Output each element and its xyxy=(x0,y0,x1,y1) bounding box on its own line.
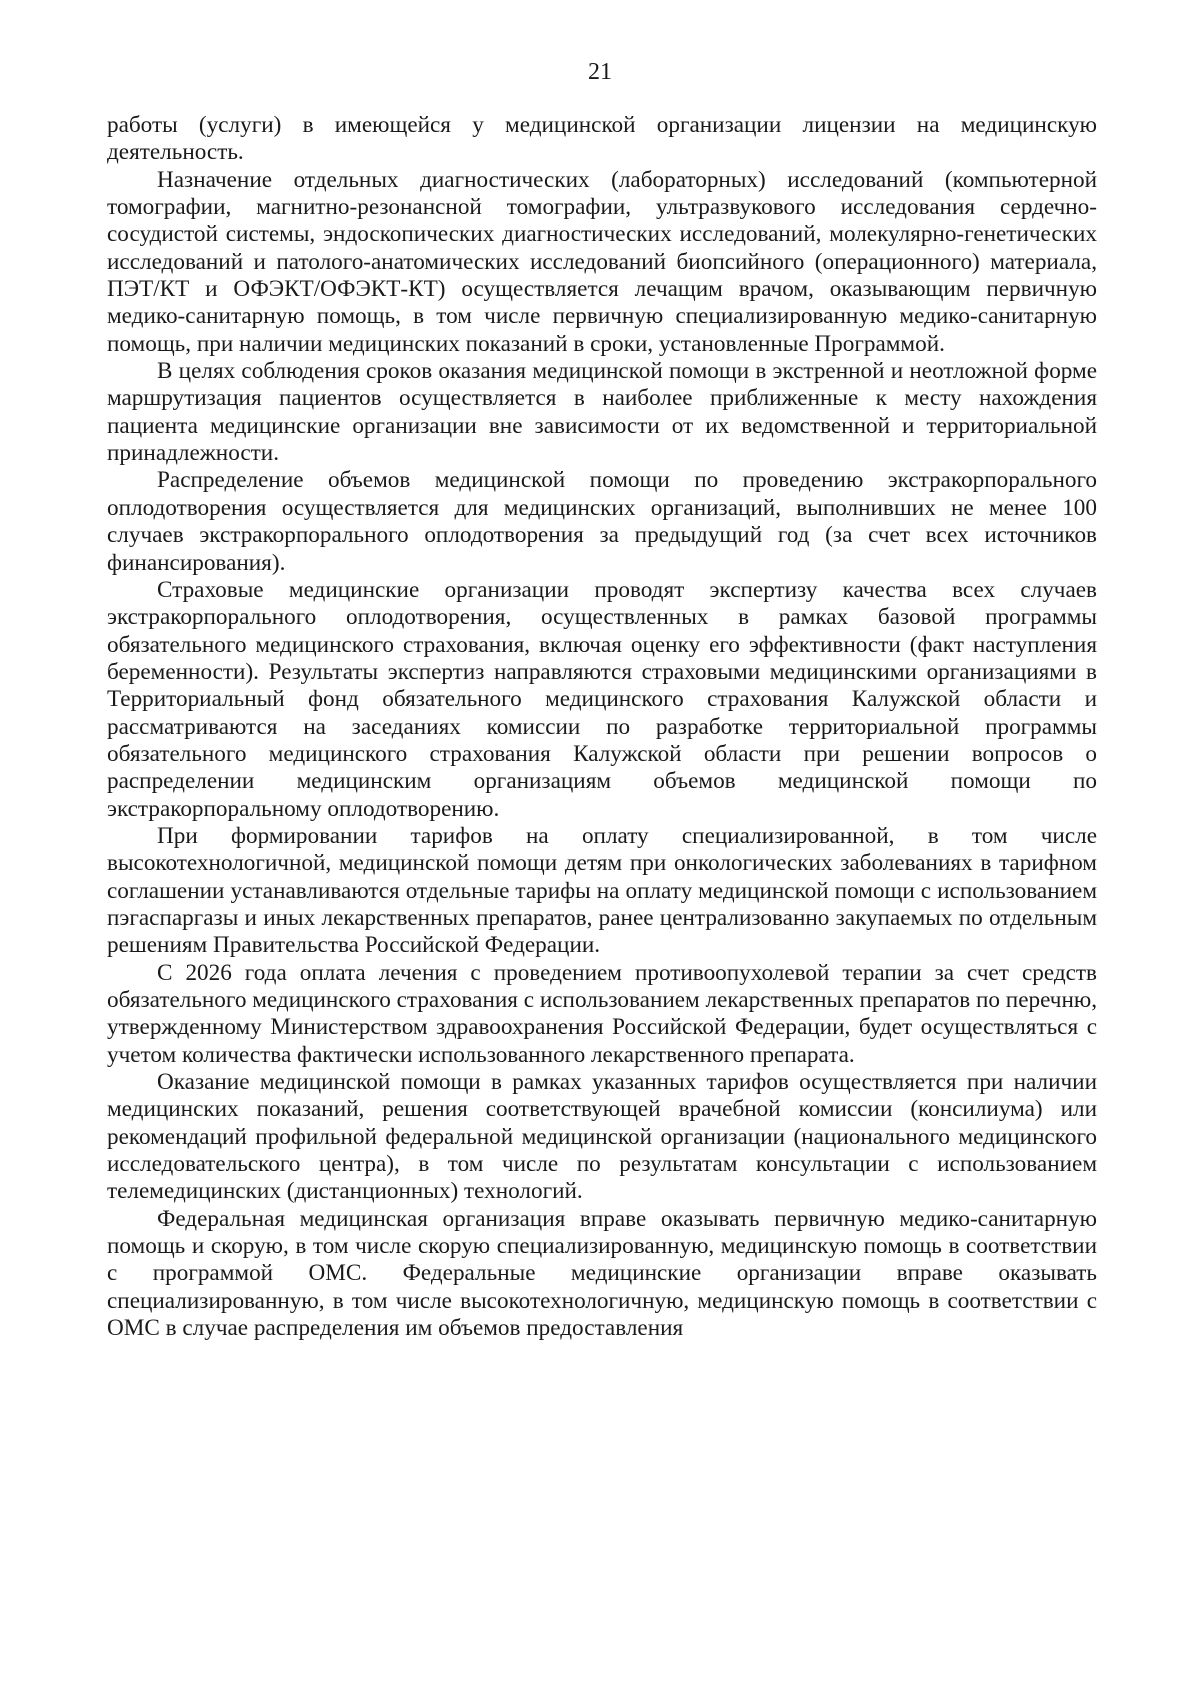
paragraph-license: работы (услуги) в имеющейся у медицинской организации лицензии на медицинскую деятельность. xyxy=(107,112,1097,166)
document-body xyxy=(107,112,1097,1342)
page-number: 21 xyxy=(588,59,612,85)
paragraph-medical-indications: Оказание медицинской помощи в рамках указанных тарифов осуществляется при наличии медицинских показаний, решения соответствующей врачебной комиссии (консилиума) или рекомендаций профильной федеральной медицинской организации (национального медицинского исследовательского центра), в том числе по результатам консультации с использованием телемедицинских (дистанционных) технологий. xyxy=(107,1069,1097,1205)
paragraph-federal-organizations: Федеральная медицинская организация вправе оказывать первичную медико-санитарную помощь и скорую, в том числе скорую специализированную, медицинскую помощь в соответствии с программой ОМС. Федеральные медицинские организации вправе оказывать специализированную, в том числе высокотехнологичную, медицинскую помощь в соответствии с ОМС в случае распределения им объемов предоставления xyxy=(107,1205,1097,1342)
paragraph-eco-volume-distribution: Распределение объемов медицинской помощи по проведению экстракорпорального оплодотворения осуществляется для медицинских организаций, выполнивших не менее 100 случаев экстракорпорального оплодотворения за предыдущий год (за счет всех источников финансирования). xyxy=(107,467,1097,576)
paragraph-emergency-routing: В целях соблюдения сроков оказания медицинской помощи в экстренной и неотложной форме маршрутизация пациентов осуществляется в наиболее приближенные к месту нахождения пациента медицинские организации вне зависимости от их ведомственной и территориальной принадлежности. xyxy=(107,358,1097,467)
paragraph-eco-quality-expertise: Страховые медицинские организации проводят экспертизу качества всех случаев экстракорпорального оплодотворения, осуществленных в рамках базовой программы обязательного медицинского страхования, включая оценку его эффективности (факт наступления беременности). Результаты экспертиз направляются страховыми медицинскими организациями в Территориальный фонд обязательного медицинского страхования Калужской области и рассматриваются на заседаниях комиссии по разработке территориальной программы обязательного медицинского страхования Калужской области при решении вопросов о распределении медицинским организациям объемов медицинской помощи по экстракорпоральному оплодотворению. xyxy=(107,576,1097,822)
paragraph-antitumor-therapy-2026: С 2026 года оплата лечения с проведением противоопухолевой терапии за счет средств обязательного медицинского страхования с использованием лекарственных препаратов по перечню, утвержденному Министерством здравоохранения Российской Федерации, будет осуществляться с учетом количества фактически использованного лекарственного препарата. xyxy=(107,959,1097,1068)
paragraph-oncology-tariffs: При формировании тарифов на оплату специализированной, в том числе высокотехнологичной, медицинской помощи детям при онкологических заболеваниях в тарифном соглашении устанавливаются отдельные тарифы на оплату медицинской помощи с использованием пэгаспаргазы и иных лекарственных препаратов, ранее централизованно закупаемых по отдельным решениям Правительства Российской Федерации. xyxy=(107,822,1097,959)
paragraph-diagnostic-assignment: Назначение отдельных диагностических (лабораторных) исследований (компьютерной томографии, магнитно-резонансной томографии, ультразвукового исследования сердечно-сосудистой системы, эндоскопических диагностических исследований, молекулярно-генетических исследований и патолого-анатомических исследований биопсийного (операционного) материала, ПЭТ/КТ и ОФЭКТ/ОФЭКТ-КТ) осуществляется лечащим врачом, оказывающим первичную медико-санитарную помощь, в том числе первичную специализированную медико-санитарную помощь, при наличии медицинских показаний в сроки, установленные Программой. xyxy=(107,166,1097,357)
